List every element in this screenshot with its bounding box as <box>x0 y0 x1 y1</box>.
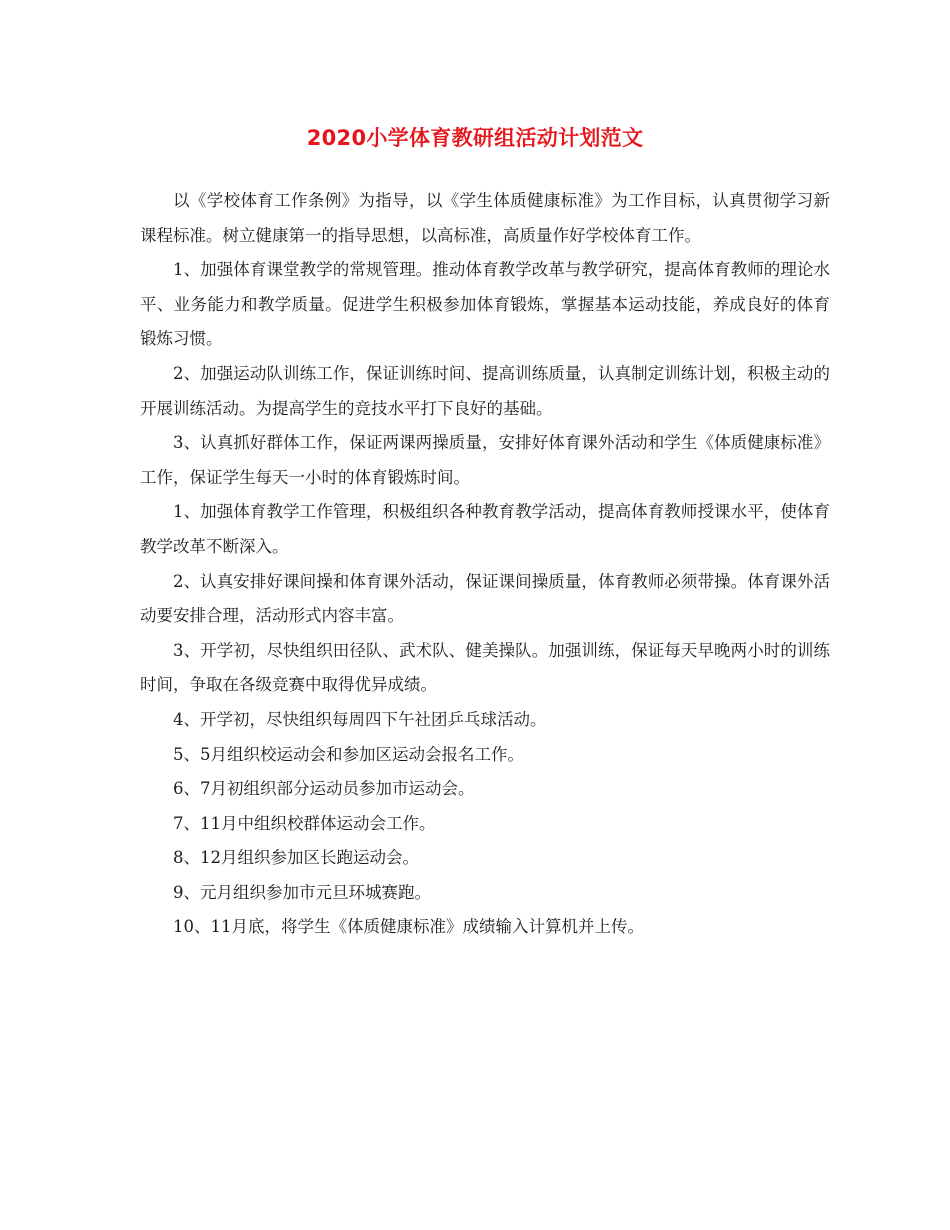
paragraph: 4、开学初，尽快组织每周四下午社团乒乓球活动。 <box>173 709 547 729</box>
paragraph: 10、11月底，将学生《体质健康标准》成绩输入计算机并上传。 <box>173 917 644 937</box>
paragraph: 1、加强体育课堂教学的常规管理。推动体育教学改革与教学研究，提高体育教师的理论水平、业务能力和教学质量。促进学生积极参加体育锻炼，掌握基本运动技能，养成良好的体育锻炼习惯。 <box>140 260 830 349</box>
document-body <box>140 184 830 945</box>
paragraph: 3、开学初，尽快组织田径队、武术队、健美操队。加强训练，保证每天早晚两小时的训练时间，争取在各级竞赛中取得优异成绩。 <box>140 640 830 695</box>
document-title: 2020小学体育教研组活动计划范文 <box>306 126 644 150</box>
intro-paragraph: 以《学校体育工作条例》为指导，以《学生体质健康标准》为工作目标，认真贯彻学习新课程标准。树立健康第一的指导思想，以高标准，高质量作好学校体育工作。 <box>140 191 830 245</box>
paragraph: 2、加强运动队训练工作，保证训练时间、提高训练质量，认真制定训练计划，积极主动的开展训练活动。为提高学生的竞技水平打下良好的基础。 <box>140 363 830 418</box>
paragraph: 8、12月组织参加区长跑运动会。 <box>173 848 419 868</box>
paragraph: 7、11月中组织校群体运动会工作。 <box>173 813 436 833</box>
paragraph: 1、加强体育教学工作管理，积极组织各种教育教学活动，提高体育教师授课水平，使体育教学改革不断深入。 <box>140 502 830 556</box>
paragraph: 3、认真抓好群体工作，保证两课两操质量，安排好体育课外活动和学生《体质健康标准》工作，保证学生每天一小时的体育锻炼时间。 <box>140 433 830 487</box>
paragraph: 6、7月初组织部分运动员参加市运动会。 <box>173 779 475 799</box>
paragraph: 5、5月组织校运动会和参加区运动会报名工作。 <box>173 744 524 764</box>
paragraph: 2、认真安排好课间操和体育课外活动，保证课间操质量，体育教师必须带操。体育课外活动要安排合理，活动形式内容丰富。 <box>140 571 830 626</box>
paragraph: 9、元月组织参加市元旦环城赛跑。 <box>173 882 431 902</box>
